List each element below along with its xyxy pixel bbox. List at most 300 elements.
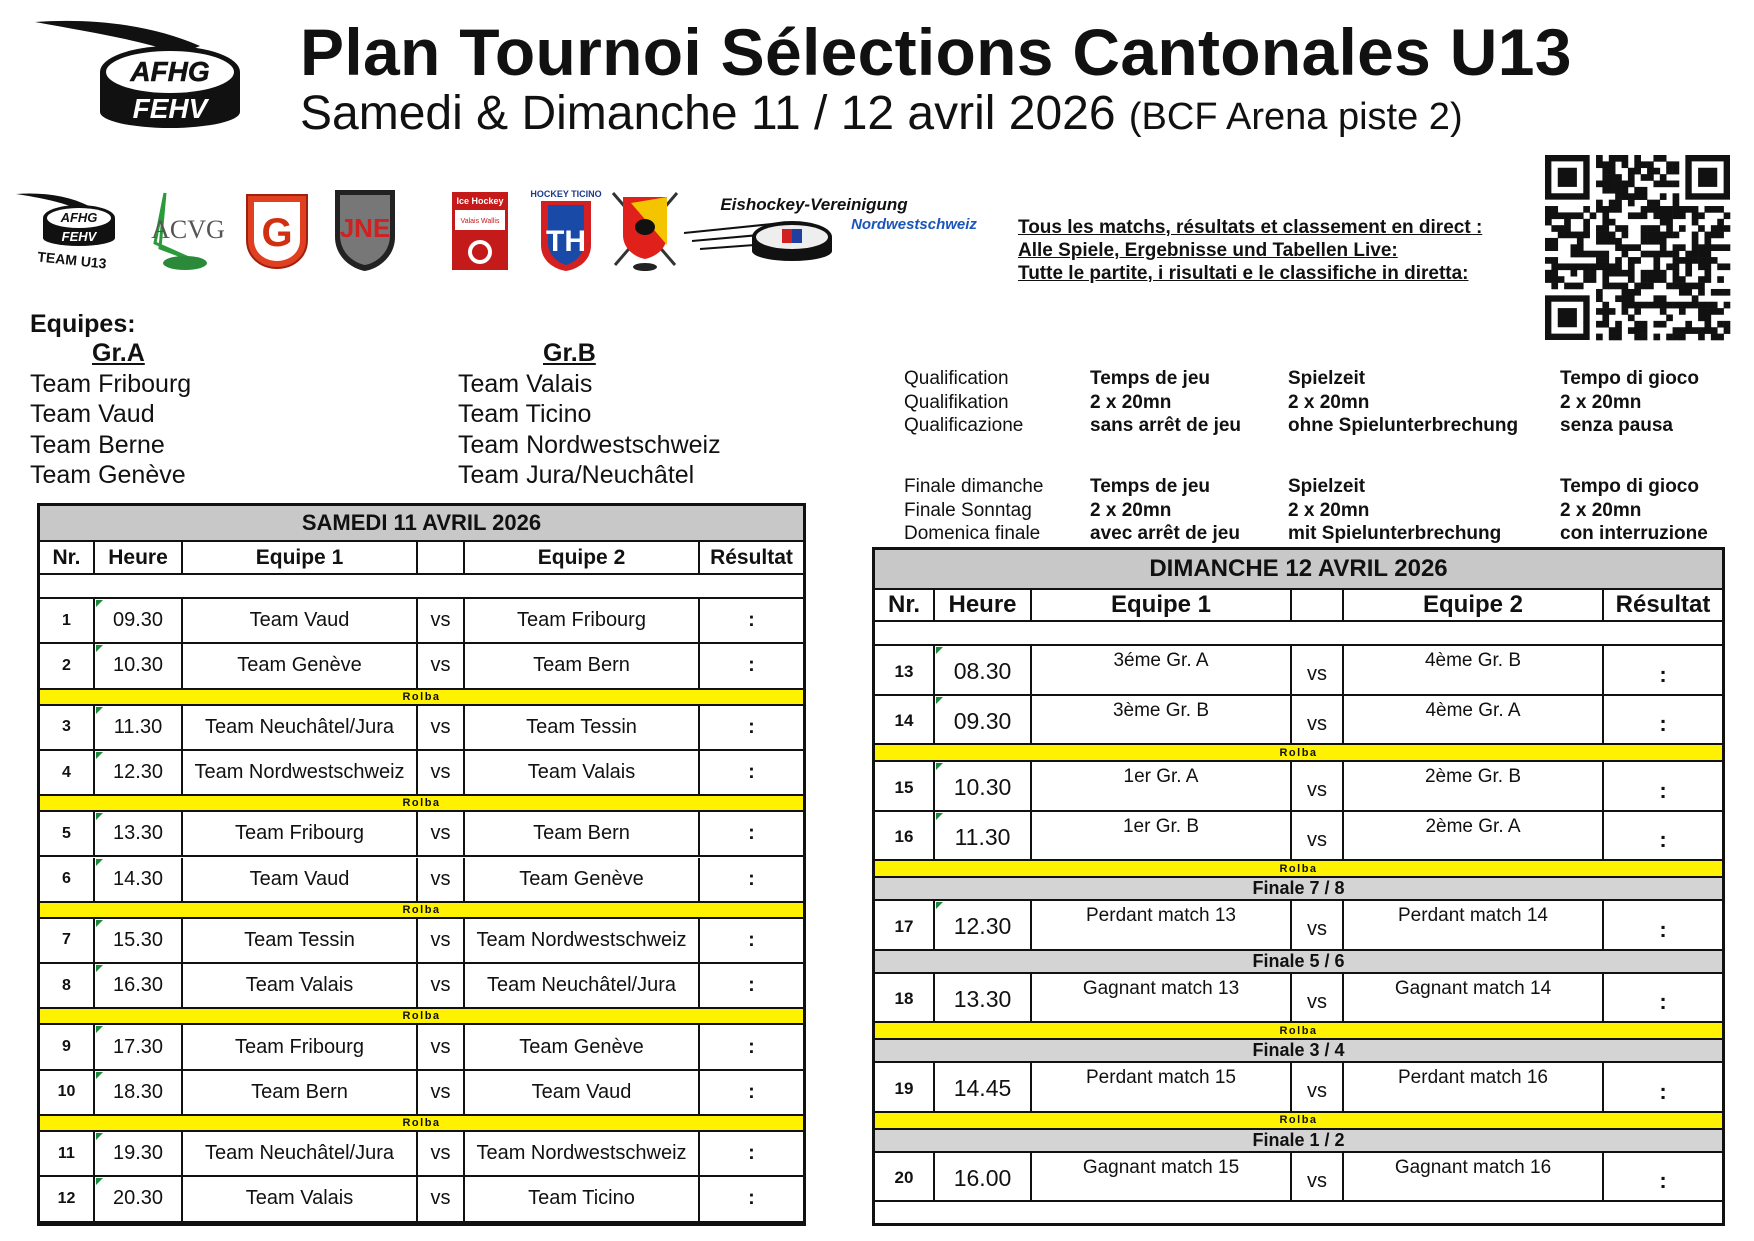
spacer-row [875, 622, 1722, 646]
match-team2-text: Team Nordwestschweiz [476, 928, 687, 951]
match-team2 [1344, 1153, 1604, 1201]
match-result[interactable] [700, 858, 803, 901]
table-row [40, 1071, 803, 1116]
info-value: 2 x 20mn [1090, 499, 1172, 521]
match-nr [40, 858, 95, 901]
match-nr-text: 18 [894, 989, 914, 1009]
svg-text:Ice Hockey: Ice Hockey [456, 196, 504, 206]
column-header: Equipe 2 [465, 542, 700, 573]
svg-text:HOCKEY TICINO: HOCKEY TICINO [530, 189, 602, 199]
match-time-text: 10.30 [953, 774, 1012, 801]
match-team2-text: Gagnant match 14 [1394, 977, 1552, 999]
column-header: Nr. [875, 590, 935, 620]
match-time [95, 1132, 183, 1175]
jne-logo [330, 185, 400, 278]
ticino-logo [530, 187, 602, 278]
match-team2-text: Team Neuchâtel/Jura [487, 974, 676, 997]
match-team2 [1344, 974, 1604, 1022]
group-b-team: Team Ticino [458, 400, 592, 428]
match-vs [1292, 1153, 1344, 1201]
match-team2-text: Perdant match 16 [1398, 1067, 1548, 1088]
match-team2 [465, 1132, 700, 1175]
match-nr-text: 4 [62, 763, 71, 781]
match-nr [875, 974, 935, 1022]
info-label: Finale Sonntag [904, 499, 1032, 521]
svg-text:AFHG: AFHG [60, 210, 98, 225]
column-header: Résultat [710, 545, 793, 569]
column-header: Heure [935, 590, 1032, 620]
group-a [30, 338, 191, 491]
page-subtitle [300, 86, 1463, 141]
match-nr-text: 6 [62, 870, 71, 888]
cell-marker [936, 697, 943, 704]
match-result[interactable] [1604, 1063, 1722, 1111]
qual-de [1288, 367, 1518, 438]
match-team2-text: Team Nordwestschweiz [476, 1142, 687, 1165]
info-label: Finale dimanche [904, 476, 1044, 497]
qr-code[interactable] [1545, 155, 1730, 340]
cell-marker [96, 859, 103, 866]
match-nr-text: 5 [62, 824, 71, 842]
table-row [40, 1025, 803, 1070]
column-header: Equipe 1 [1032, 590, 1292, 620]
geneve-logo [242, 190, 312, 275]
cell-marker [96, 1026, 103, 1033]
svg-text:TH: TH [546, 225, 586, 258]
live-text-de: Alle Spiele, Ergebnisse und Tabellen Live: [1018, 240, 1398, 261]
match-vs-text: vs [430, 761, 451, 784]
info-value: senza pausa [1560, 415, 1673, 436]
info-value: Tempo di gioco [1560, 368, 1699, 389]
table-row [875, 901, 1722, 951]
match-team2 [465, 644, 700, 687]
match-nr-text: 7 [62, 931, 71, 949]
match-time-text: 16.00 [953, 1164, 1012, 1191]
match-result[interactable] [1604, 901, 1722, 949]
cell-marker [96, 645, 103, 652]
match-vs [418, 751, 465, 794]
info-value: Spielzeit [1288, 368, 1366, 389]
match-result-text: : [748, 1080, 755, 1103]
cell-marker [96, 1178, 103, 1185]
saturday-schedule-table [37, 503, 806, 1226]
match-vs [418, 1177, 465, 1220]
column-header: Heure [95, 542, 183, 573]
group-a-team: Team Vaud [30, 400, 155, 428]
match-vs [418, 599, 465, 642]
match-vs [418, 858, 465, 901]
match-team1 [1032, 812, 1292, 860]
match-nr [875, 901, 935, 949]
info-value: 2 x 20mn [1090, 391, 1172, 413]
match-time-text: 11.30 [113, 715, 163, 738]
match-time [935, 901, 1032, 949]
match-team1-text: Team Vaud [249, 867, 350, 890]
cell-marker [96, 965, 103, 972]
match-vs [1292, 696, 1344, 744]
match-team2 [1344, 1063, 1604, 1111]
match-result[interactable] [700, 919, 803, 962]
match-result[interactable] [700, 964, 803, 1007]
svg-text:TEAM U13: TEAM U13 [36, 248, 108, 272]
column-header-row [40, 542, 803, 575]
match-vs [1292, 646, 1344, 694]
match-vs-text: vs [1307, 828, 1327, 851]
final-de [1288, 475, 1501, 546]
match-team1-text: Team Fribourg [235, 822, 364, 845]
table-row [875, 974, 1722, 1024]
match-result[interactable] [700, 1071, 803, 1114]
info-value: sans arrêt de jeu [1090, 415, 1242, 436]
match-result-text: : [748, 822, 755, 845]
spacer-row [40, 575, 803, 599]
match-result[interactable] [700, 1025, 803, 1068]
match-team1 [1032, 974, 1292, 1022]
table-row [40, 706, 803, 751]
column-header: Equipe 2 [1344, 590, 1604, 620]
match-result[interactable] [700, 1132, 803, 1175]
match-time [935, 646, 1032, 694]
match-result-text: : [1659, 711, 1667, 737]
match-result[interactable] [700, 1177, 803, 1220]
group-a-label: Gr.A [92, 339, 145, 367]
match-team1 [183, 1025, 418, 1068]
match-result-text: : [748, 654, 755, 677]
table-row [40, 919, 803, 964]
svg-text:FEHV: FEHV [61, 229, 97, 244]
match-time-text: 18.30 [112, 1080, 164, 1103]
match-nr [40, 964, 95, 1007]
match-vs-text: vs [430, 609, 451, 632]
rolba-break: Rolba [875, 1023, 1722, 1040]
match-nr [40, 751, 95, 794]
match-team2-text: Team Genève [519, 867, 644, 890]
match-nr-text: 1 [62, 611, 71, 629]
match-result-text: : [748, 1142, 755, 1165]
match-time [95, 964, 183, 1007]
group-b-team: Team Valais [458, 369, 593, 398]
info-label: Domenica finale [904, 523, 1041, 544]
match-team2-text: 2ème Gr. B [1424, 766, 1522, 787]
match-team1 [183, 964, 418, 1007]
info-label: Qualifikation [904, 391, 1009, 413]
table-row [875, 762, 1722, 812]
match-time-text: 14.45 [953, 1075, 1012, 1102]
column-header: Nr. [40, 542, 95, 573]
match-vs [1292, 812, 1344, 860]
match-team2 [465, 858, 700, 901]
match-nr [875, 696, 935, 744]
qual-it [1560, 367, 1699, 438]
match-nr [40, 1177, 95, 1220]
column-header-row [875, 590, 1722, 622]
match-vs [418, 1071, 465, 1114]
group-b [458, 338, 721, 491]
match-vs-text: vs [1307, 918, 1327, 941]
partner-logos [10, 185, 1000, 275]
match-vs [418, 812, 465, 855]
rolba-break: Rolba [40, 690, 803, 706]
info-label: Qualificazione [904, 415, 1024, 436]
group-b-team: Team Jura/Neuchâtel [458, 461, 695, 489]
match-team1-text: Team Neuchâtel/Jura [205, 1142, 394, 1165]
svg-text:G: G [261, 211, 293, 255]
match-team2-text: Team Genève [519, 1035, 644, 1058]
match-result[interactable] [700, 706, 803, 749]
match-result-text: : [748, 1187, 755, 1210]
group-a-team: Team Berne [30, 430, 165, 459]
match-vs [1292, 974, 1344, 1022]
match-vs-text: vs [430, 1142, 451, 1165]
match-team1 [183, 1071, 418, 1114]
table-row [40, 858, 803, 903]
sunday-title: DIMANCHE 12 AVRIL 2026 [875, 550, 1722, 590]
final-fr [1090, 475, 1240, 546]
match-time-text: 16.30 [112, 974, 164, 997]
svg-text:Eishockey-Vereinigung: Eishockey-Vereinigung [720, 195, 908, 214]
svg-text:FEHV: FEHV [132, 93, 208, 124]
group-a-team: Team Fribourg [30, 369, 192, 398]
match-vs-text: vs [1307, 990, 1327, 1013]
match-time [935, 812, 1032, 860]
match-result-text: : [748, 928, 755, 951]
match-team1-text: Perdant match 13 [1086, 905, 1236, 926]
match-result[interactable] [1604, 974, 1722, 1022]
match-nr [875, 812, 935, 860]
match-time-text: 20.30 [112, 1187, 164, 1210]
match-team1-text: Perdant match 15 [1086, 1067, 1236, 1088]
match-nr [40, 1071, 95, 1114]
match-time [95, 919, 183, 962]
svg-text:Nordwestschweiz: Nordwestschweiz [851, 216, 977, 233]
cell-marker [96, 707, 103, 714]
match-time [95, 644, 183, 687]
match-team2 [1344, 901, 1604, 949]
match-result-text: : [748, 609, 755, 632]
match-result-text: : [1659, 989, 1667, 1015]
match-time [95, 1025, 183, 1068]
date-text: Samedi & Dimanche 11 / 12 avril 2026 [300, 87, 1116, 140]
match-time [95, 1177, 183, 1220]
venue-text: (BCF Arena piste 2) [1128, 96, 1463, 138]
match-vs-text: vs [1307, 712, 1327, 735]
match-time [935, 974, 1032, 1022]
match-team1 [183, 919, 418, 962]
match-nr [40, 1025, 95, 1068]
info-value: Spielzeit [1288, 476, 1366, 497]
cell-marker [96, 920, 103, 927]
rolba-break: Rolba [875, 861, 1722, 878]
match-time [935, 1153, 1032, 1201]
match-team2-text: Team Valais [527, 761, 636, 784]
match-team1-text: 1er Gr. B [1122, 815, 1200, 837]
match-time-text: 17.30 [112, 1035, 164, 1058]
match-team1-text: Team Genève [237, 654, 362, 677]
match-result[interactable] [1604, 1153, 1722, 1201]
match-team2 [465, 599, 700, 642]
info-value: 2 x 20mn [1560, 391, 1642, 413]
final-it [1560, 475, 1708, 546]
match-nr-text: 2 [62, 656, 71, 674]
match-vs [418, 1025, 465, 1068]
match-team1 [183, 858, 418, 901]
info-value: 2 x 20mn [1560, 499, 1642, 521]
match-result[interactable] [1604, 762, 1722, 810]
qual-labels [904, 367, 1023, 438]
match-time [95, 599, 183, 642]
group-b-label: Gr.B [543, 339, 596, 367]
svg-text:ACVG: ACVG [151, 215, 225, 244]
team-u13-logo [14, 190, 124, 275]
match-team2 [465, 706, 700, 749]
match-time [95, 858, 183, 901]
match-result-text: : [748, 867, 755, 890]
match-vs [418, 964, 465, 1007]
match-nr [875, 1063, 935, 1111]
match-nr-text: 10 [57, 1083, 76, 1101]
match-nr [40, 706, 95, 749]
match-team2-text: Gagnant match 16 [1394, 1156, 1552, 1178]
cell-marker [96, 813, 103, 820]
bern-logo [605, 185, 685, 278]
page-title: Plan Tournoi Sélections Cantonales U13 [300, 15, 1572, 89]
match-vs-text: vs [430, 1080, 451, 1103]
table-row [875, 812, 1722, 862]
match-result[interactable] [1604, 646, 1722, 694]
table-row [40, 599, 803, 644]
table-row [40, 964, 803, 1009]
rolba-break: Rolba [40, 1009, 803, 1025]
finale-label: Finale 1 / 2 [875, 1130, 1722, 1153]
finale-label: Finale 7 / 8 [875, 878, 1722, 901]
table-row [875, 696, 1722, 746]
match-result[interactable] [700, 812, 803, 855]
match-team1-text: Team Neuchâtel/Jura [205, 715, 394, 738]
match-team2 [465, 1025, 700, 1068]
svg-text:Valais Wallis: Valais Wallis [460, 218, 500, 225]
rolba-break: Rolba [40, 1116, 803, 1132]
match-result[interactable] [700, 599, 803, 642]
match-team1 [183, 599, 418, 642]
qual-fr [1090, 367, 1241, 438]
match-vs-text: vs [430, 654, 451, 677]
match-vs-text: vs [430, 1187, 451, 1210]
match-team1 [1032, 646, 1292, 694]
match-result-text: : [1659, 661, 1667, 687]
match-vs-text: vs [430, 867, 451, 890]
match-nr [40, 599, 95, 642]
evn-logo [682, 193, 992, 278]
live-text-it: Tutte le partite, i risultati e le classifiche in diretta: [1018, 263, 1469, 284]
match-vs-text: vs [430, 1035, 451, 1058]
info-value: mit Spielunterbrechung [1288, 523, 1502, 544]
match-team2 [465, 1177, 700, 1220]
match-team2-text: Team Vaud [531, 1080, 632, 1103]
match-nr-text: 20 [894, 1168, 914, 1188]
match-result-text: : [748, 761, 755, 784]
acvg-logo [140, 188, 225, 278]
match-team2 [1344, 812, 1604, 860]
match-result[interactable] [700, 751, 803, 794]
match-team2-text: Team Fribourg [517, 609, 646, 632]
cell-marker [96, 752, 103, 759]
match-time-text: 12.30 [112, 761, 164, 784]
match-team1 [1032, 762, 1292, 810]
match-time [935, 762, 1032, 810]
match-result[interactable] [700, 644, 803, 687]
match-result[interactable] [1604, 696, 1722, 744]
match-team1-text: 3ème Gr. B [1112, 699, 1210, 721]
match-nr-text: 15 [894, 777, 914, 797]
match-nr-text: 8 [62, 976, 71, 994]
match-nr-text: 12 [57, 1189, 76, 1207]
match-team2 [465, 919, 700, 962]
match-time-text: 12.30 [953, 913, 1012, 940]
match-time-text: 19.30 [112, 1142, 164, 1165]
match-team2 [1344, 646, 1604, 694]
match-team2-text: Team Tessin [526, 715, 637, 738]
match-time-text: 13.30 [112, 822, 164, 845]
match-nr [40, 1132, 95, 1175]
info-value: 2 x 20mn [1288, 391, 1370, 413]
match-team2-text: 4ème Gr. A [1425, 699, 1521, 721]
info-value: avec arrêt de jeu [1090, 523, 1240, 544]
match-time [95, 1071, 183, 1114]
svg-text:AFHG: AFHG [130, 56, 210, 87]
match-team1 [1032, 1063, 1292, 1111]
match-vs-text: vs [1307, 663, 1327, 686]
info-value: ohne Spielunterbrechung [1288, 415, 1519, 436]
match-result[interactable] [1604, 812, 1722, 860]
match-time-text: 15.30 [112, 928, 164, 951]
match-team2-text: Team Ticino [528, 1187, 635, 1210]
table-row [40, 644, 803, 689]
cell-marker [96, 600, 103, 607]
match-team2-text: 4ème Gr. B [1424, 650, 1522, 671]
match-nr-text: 14 [894, 711, 914, 731]
match-team1-text: Gagnant match 13 [1082, 977, 1240, 999]
finale-label: Finale 5 / 6 [875, 951, 1722, 974]
match-result-text: : [1659, 1168, 1667, 1194]
sunday-schedule-table [872, 547, 1725, 1226]
group-a-team: Team Genève [30, 461, 186, 489]
info-value: 2 x 20mn [1288, 499, 1370, 521]
column-header: Résultat [1615, 591, 1711, 618]
match-team1 [183, 812, 418, 855]
match-vs-text: vs [430, 715, 451, 738]
match-team1 [183, 644, 418, 687]
match-time-text: 10.30 [112, 654, 164, 677]
match-team1 [183, 1132, 418, 1175]
column-header: Equipe 1 [183, 542, 418, 573]
match-team1-text: Team Valais [245, 1187, 354, 1210]
finale-label: Finale 3 / 4 [875, 1040, 1722, 1063]
match-result-text: : [748, 715, 755, 738]
match-team2 [465, 1071, 700, 1114]
table-row [875, 1153, 1722, 1203]
match-time [95, 751, 183, 794]
match-result-text: : [1659, 1078, 1667, 1104]
match-time-text: 14.30 [112, 867, 164, 890]
match-team1 [1032, 1153, 1292, 1201]
live-text-fr: Tous les matchs, résultats et classement en direct : [1018, 217, 1483, 238]
cell-marker [96, 1072, 103, 1079]
match-team2 [465, 812, 700, 855]
match-vs [1292, 762, 1344, 810]
match-team1 [1032, 696, 1292, 744]
match-vs-text: vs [430, 928, 451, 951]
match-time-text: 13.30 [953, 985, 1012, 1012]
